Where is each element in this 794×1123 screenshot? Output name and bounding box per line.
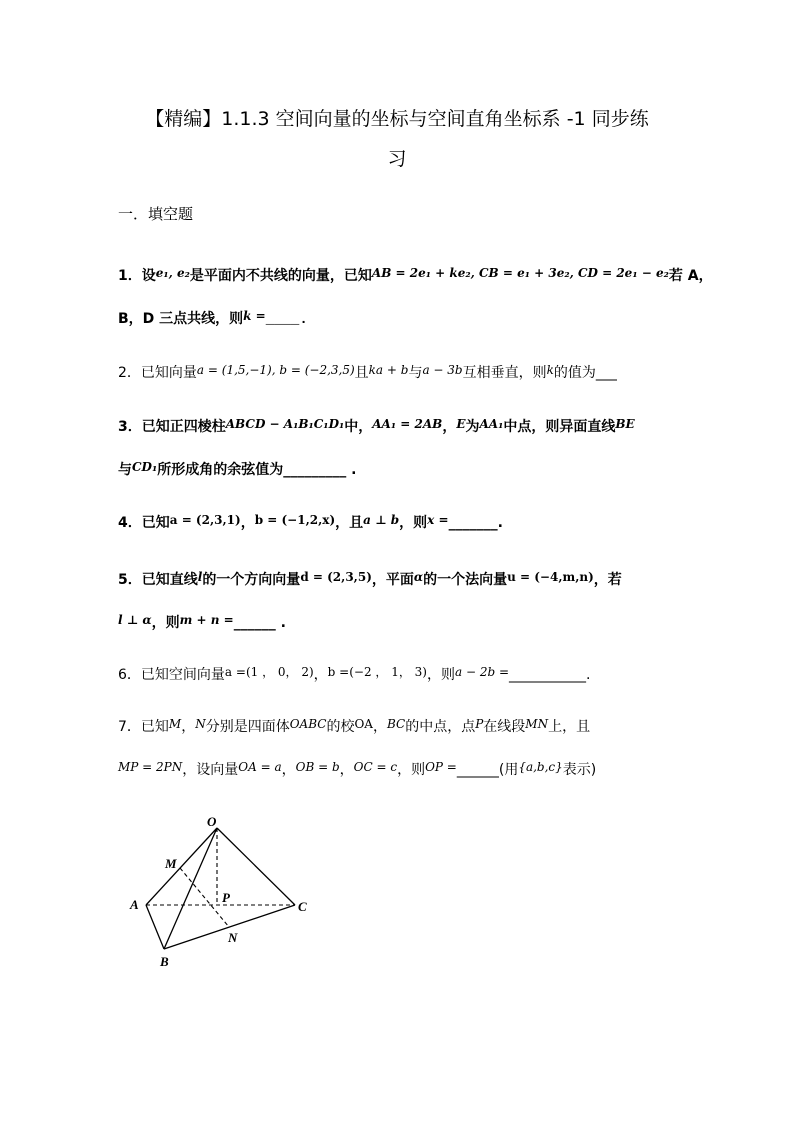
q7-math: OC = c: [353, 760, 398, 774]
label-M: M: [165, 856, 177, 871]
label-N: N: [228, 930, 238, 945]
question-number: 7．: [118, 719, 141, 735]
q5-text: ，则: [151, 615, 180, 631]
q5-math: l ⊥ α: [118, 613, 152, 627]
q7-math: OABC: [289, 717, 327, 731]
question-5: [118, 557, 688, 643]
q4-math: a ⊥ b: [363, 513, 400, 527]
question-2: [118, 350, 688, 393]
q3-text: 已知正四棱柱: [141, 419, 226, 435]
q2-math: a = (1,5,−1), b = (−2,3,5): [196, 363, 355, 377]
q1-math: e₁, e₂: [155, 266, 190, 280]
q5-math: α: [413, 570, 424, 584]
q7-text: ，则: [397, 762, 426, 778]
label-B: B: [160, 954, 169, 969]
q3-math: AA₁: [479, 417, 504, 431]
answer-blank: ____.: [265, 312, 308, 328]
answer-blank: ______(用: [456, 762, 519, 778]
q5-text: 的一个方向向量: [202, 572, 301, 588]
q7-math: OA: [354, 717, 373, 731]
title-line-1: 【精编】1.1.3 空间向量的坐标与空间直角坐标系 -1 同步练: [145, 108, 649, 130]
q2-text: 且: [354, 365, 369, 381]
q7-math: OA = a: [238, 760, 282, 774]
edge-OB: [164, 828, 217, 949]
q7-text: ，: [372, 719, 387, 735]
q4-text: ，且: [335, 515, 364, 531]
q3-text: 中，: [344, 419, 373, 435]
q1-math: k =: [243, 309, 266, 323]
question-1: [118, 253, 713, 340]
q7-math: {a,b,c}: [518, 760, 563, 774]
q5-text: 已知直线: [141, 572, 198, 588]
q6-math: b =(−2 ， 1， 3): [327, 665, 427, 679]
question-6: [118, 652, 688, 695]
title-line-2: 习: [387, 148, 407, 170]
q2-text: 已知向量: [140, 365, 197, 381]
answer-blank: ___________.: [509, 667, 591, 683]
q7-text: 的校: [326, 719, 355, 735]
q3-text: 与: [118, 462, 132, 478]
q6-text: ，则: [427, 667, 455, 683]
q7-text: 上，且: [548, 719, 591, 735]
q3-text: ，: [442, 419, 457, 435]
q7-math: OP =: [425, 760, 457, 774]
q4-math: x =: [427, 513, 449, 527]
q1-text: 是平面内不共线的向量，已知: [189, 268, 372, 284]
section-heading: 一．填空题: [118, 205, 194, 223]
label-P: P: [222, 890, 230, 905]
q5-math: m + n =: [179, 613, 234, 627]
q7-math: P: [475, 717, 484, 731]
q3-math: BE: [615, 417, 635, 431]
q3-text: 中点，则异面直线: [503, 419, 616, 435]
q7-text: 的中点，点: [405, 719, 476, 735]
q1-math: AB = 2e₁ + ke₂, CB = e₁ + 3e₂, CD = 2e₁ − e₂: [371, 266, 669, 280]
q1-text: 若 A，: [668, 268, 713, 284]
question-3: [118, 404, 688, 490]
q3-text: 为: [465, 419, 480, 435]
q5-text: ，若: [593, 572, 622, 588]
q6-math: a − 2b =: [455, 665, 510, 679]
q2-math: a − 3b: [422, 363, 463, 377]
label-A: A: [130, 897, 139, 912]
q6-text: ，: [313, 667, 328, 683]
q2-math: k: [546, 363, 554, 377]
question-number: 2．: [118, 365, 141, 381]
q1-text: B，D 三点共线，则: [118, 311, 244, 327]
q3-math: AA₁ = 2AB: [372, 417, 443, 431]
question-number: 1．: [118, 268, 142, 284]
answer-blank: _______.: [448, 515, 503, 531]
q4-text: ，: [240, 515, 255, 531]
q7-text: 表示): [562, 762, 597, 778]
q4-text: ，则: [399, 515, 428, 531]
question-number: 3．: [118, 419, 142, 435]
q2-text: 与: [408, 365, 423, 381]
q5-text: 的一个法向量: [423, 572, 508, 588]
q7-text: ，: [339, 762, 354, 778]
q7-math: OB = b: [295, 760, 340, 774]
question-number: 5．: [118, 572, 142, 588]
q5-math: l: [197, 570, 203, 584]
q7-math: BC: [386, 717, 406, 731]
answer-blank: 所形成角的余弦值为_________ .: [157, 462, 357, 478]
edge-AB: [146, 905, 164, 949]
q4-math: a = (2,3,1): [169, 513, 241, 527]
q3-math: E: [456, 417, 466, 431]
label-O: O: [207, 814, 217, 829]
q2-math: ka + b: [368, 363, 409, 377]
q2-text: 互相垂直，则: [462, 365, 547, 381]
q4-text: 已知: [141, 515, 170, 531]
q4-math: b = (−1,2,x): [254, 513, 336, 527]
q6-text: 已知空间向量: [140, 667, 225, 683]
label-C: C: [298, 899, 307, 914]
q1-text: 设: [141, 268, 156, 284]
q7-text: 在线段: [483, 719, 526, 735]
q7-math: N: [195, 717, 206, 731]
edge-OA: [146, 828, 217, 905]
q7-math: M: [168, 717, 182, 731]
q7-math: MN: [525, 717, 549, 731]
q7-text: 分别是四面体: [205, 719, 290, 735]
question-7: [118, 704, 688, 790]
q7-text: ，: [181, 719, 196, 735]
question-4: [118, 500, 688, 543]
tetrahedron-figure: [120, 808, 320, 973]
question-number: 4．: [118, 515, 142, 531]
q5-text: ，平面: [371, 572, 414, 588]
q7-text: ，: [281, 762, 296, 778]
question-number: 6．: [118, 667, 141, 683]
q6-math: a =(1 ， 0， 2): [224, 665, 314, 679]
q5-math: d = (2,3,5): [300, 570, 372, 584]
answer-blank: 的值为___: [553, 365, 617, 381]
answer-blank: ______ .: [233, 615, 286, 631]
q5-math: u = (−4,m,n): [507, 570, 594, 584]
q3-math: CD₁: [132, 460, 158, 474]
q7-text: ，设向量: [182, 762, 239, 778]
q7-text: 已知: [140, 719, 169, 735]
q7-math: MP = 2PN: [118, 760, 183, 774]
q3-math: ABCD − A₁B₁C₁D₁: [225, 417, 345, 431]
